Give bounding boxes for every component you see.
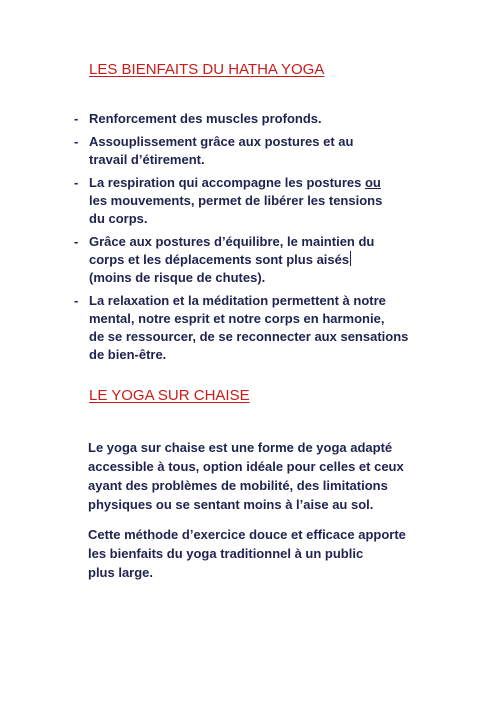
text-cursor [350,251,351,266]
paragraph-chair-yoga-method [88,525,406,582]
bullet-dash: - [74,134,79,149]
underlined-word: ou [364,175,381,190]
bullet-line: les mouvements, permet de libérer les tensions [89,193,383,208]
bullet-dash: - [74,293,79,308]
bullet-line: de bien-être. [89,347,167,362]
list-item [0,292,502,364]
bullet-line: du corps. [89,211,148,226]
list-item [0,174,502,228]
bullet-line: La relaxation et la méditation permettent à notre [89,293,386,308]
section-title-chair-yoga: LE YOGA SUR CHAISE [89,387,250,404]
paragraph-line: plus large. [88,565,154,580]
list-item [0,233,502,287]
paragraph-line: Cette méthode d’exercice douce et efficace apporte [88,527,406,542]
bullet-line: Renforcement des muscles profonds. [89,111,322,126]
benefits-list [0,110,502,369]
bullet-line: travail d’étirement. [89,152,205,167]
list-item [0,133,502,169]
bullet-line: La respiration qui accompagne les postures [89,175,365,190]
section-title-hatha-yoga: LES BIENFAITS DU HATHA YOGA [89,61,325,78]
paragraph-line: accessible à tous, option idéale pour celles et ceux [88,459,404,474]
bullet-dash: - [74,111,79,126]
bullet-line: (moins de risque de chutes). [89,270,266,285]
bullet-line: corps et les déplacements sont plus aisés [89,252,350,267]
bullet-line: de se ressourcer, de se reconnecter aux sensations [89,329,409,344]
paragraph-chair-yoga-intro [88,438,404,514]
bullet-line: Assouplissement grâce aux postures et au [89,134,354,149]
bullet-dash: - [74,234,79,249]
list-item [0,110,502,128]
paragraph-line: ayant des problèmes de mobilité, des limitations [88,478,388,493]
bullet-line: mental, notre esprit et notre corps en harmonie, [89,311,385,326]
bullet-dash: - [74,175,79,190]
bullet-line: Grâce aux postures d’équilibre, le maintien du [89,234,375,249]
paragraph-line: Le yoga sur chaise est une forme de yoga adapté [88,440,393,455]
paragraph-line: physiques ou se sentant moins à l’aise au sol. [88,497,374,512]
paragraph-line: les bienfaits du yoga traditionnel à un public [88,546,364,561]
